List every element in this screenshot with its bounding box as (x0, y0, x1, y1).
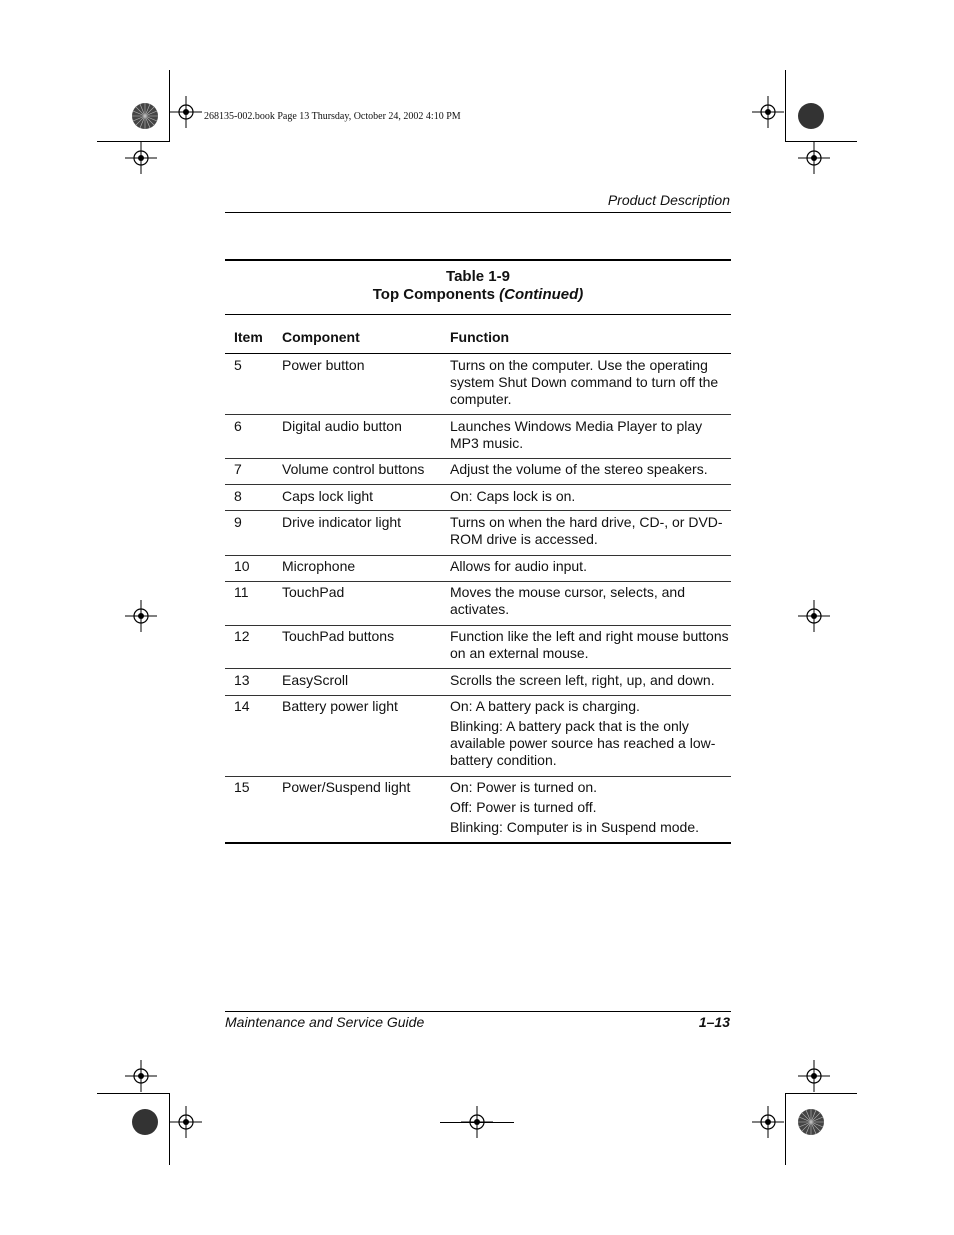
function-text: Scrolls the screen left, right, up, and down. (450, 672, 715, 688)
cell-item: 10 (234, 558, 250, 574)
cell-component: TouchPad (282, 584, 345, 600)
column-header-function: Function (450, 329, 510, 345)
book-info-line: 268135-002.book Page 13 Thursday, October 24, 2002 4:10 PM (204, 111, 461, 122)
cell-function (450, 461, 730, 481)
cell-function (450, 488, 730, 508)
function-text: Turns on when the hard drive, CD-, or DVD-ROM drive is accessed. (450, 514, 723, 547)
row-separator (225, 695, 731, 696)
caption-rule (225, 314, 731, 315)
table-title: Top Components (Continued) (372, 286, 584, 303)
footer-title: Maintenance and Service Guide (225, 1014, 425, 1030)
cell-function (450, 418, 730, 455)
table-number: Table 1-9 (446, 268, 510, 285)
starburst-mark-icon (131, 102, 159, 130)
function-text: On: Caps lock is on. (450, 488, 576, 504)
cell-component: Power button (282, 357, 365, 373)
registration-target-icon (170, 96, 202, 128)
row-separator (225, 458, 731, 459)
cell-item: 7 (234, 461, 242, 477)
starburst-mark-icon (797, 1108, 825, 1136)
registration-target-icon (798, 142, 830, 174)
registration-target-icon (125, 142, 157, 174)
registration-target-icon (752, 96, 784, 128)
function-text: On: A battery pack is charging. (450, 698, 640, 714)
function-text: Off: Power is turned off. (450, 799, 597, 815)
cell-component: Power/Suspend light (282, 779, 411, 795)
row-separator (225, 484, 731, 485)
cell-item: 8 (234, 488, 242, 504)
function-text: Launches Windows Media Player to play MP3 music. (450, 418, 703, 451)
table-caption (225, 268, 731, 304)
function-text: Moves the mouse cursor, selects, and activates. (450, 584, 685, 617)
page-number: 1–13 (698, 1014, 730, 1030)
column-header-item: Item (234, 329, 263, 345)
column-header-rule (225, 353, 731, 354)
row-separator (225, 776, 731, 777)
cell-function (450, 672, 730, 692)
cell-item: 12 (234, 628, 250, 644)
cell-component: Microphone (282, 558, 356, 574)
registration-target-icon (170, 1106, 202, 1138)
registration-target-icon (798, 600, 830, 632)
registration-target-icon (125, 1060, 157, 1092)
column-header-component: Component (282, 329, 360, 345)
cell-item: 13 (234, 672, 250, 688)
header-rule (225, 212, 731, 213)
cell-function (450, 357, 730, 411)
registration-target-icon (798, 1060, 830, 1092)
starburst-mark-icon (131, 1108, 159, 1136)
cell-component: Digital audio button (282, 418, 402, 434)
row-separator (225, 668, 731, 669)
cell-component: Volume control buttons (282, 461, 425, 477)
cell-item: 6 (234, 418, 242, 434)
cell-item: 11 (234, 584, 249, 600)
row-separator (225, 414, 731, 415)
table-bottom-rule (225, 842, 731, 844)
function-text: Blinking: A battery pack that is the only available power source has reached a low-battery condition. (450, 718, 716, 768)
function-text: Function like the left and right mouse buttons on an external mouse. (450, 628, 729, 661)
function-text: On: Power is turned on. (450, 779, 598, 795)
function-text: Blinking: Computer is in Suspend mode. (450, 819, 700, 835)
running-header: Product Description (607, 192, 730, 208)
cell-component: TouchPad buttons (282, 628, 395, 644)
table-top-rule (225, 259, 731, 261)
cell-function (450, 628, 730, 665)
row-separator (225, 581, 731, 582)
crop-line (440, 1122, 514, 1123)
row-separator (225, 625, 731, 626)
function-text: Turns on the computer. Use the operating system Shut Down command to turn off the computer. (450, 357, 719, 407)
row-separator (225, 555, 731, 556)
cell-function (450, 584, 730, 621)
cell-function (450, 698, 730, 772)
footer-rule (225, 1011, 731, 1012)
cell-item: 14 (234, 698, 250, 714)
function-text: Allows for audio input. (450, 558, 587, 574)
cell-component: EasyScroll (282, 672, 349, 688)
cell-component: Drive indicator light (282, 514, 402, 530)
cell-function (450, 514, 730, 551)
cell-item: 5 (234, 357, 242, 373)
registration-target-icon (752, 1106, 784, 1138)
function-text: Adjust the volume of the stereo speakers. (450, 461, 708, 477)
cell-item: 9 (234, 514, 242, 530)
row-separator (225, 510, 731, 511)
cell-component: Caps lock light (282, 488, 374, 504)
starburst-mark-icon (797, 102, 825, 130)
registration-target-icon (125, 600, 157, 632)
cell-item: 15 (234, 779, 250, 795)
cell-function (450, 558, 730, 578)
cell-component: Battery power light (282, 698, 398, 714)
cell-function (450, 779, 730, 839)
